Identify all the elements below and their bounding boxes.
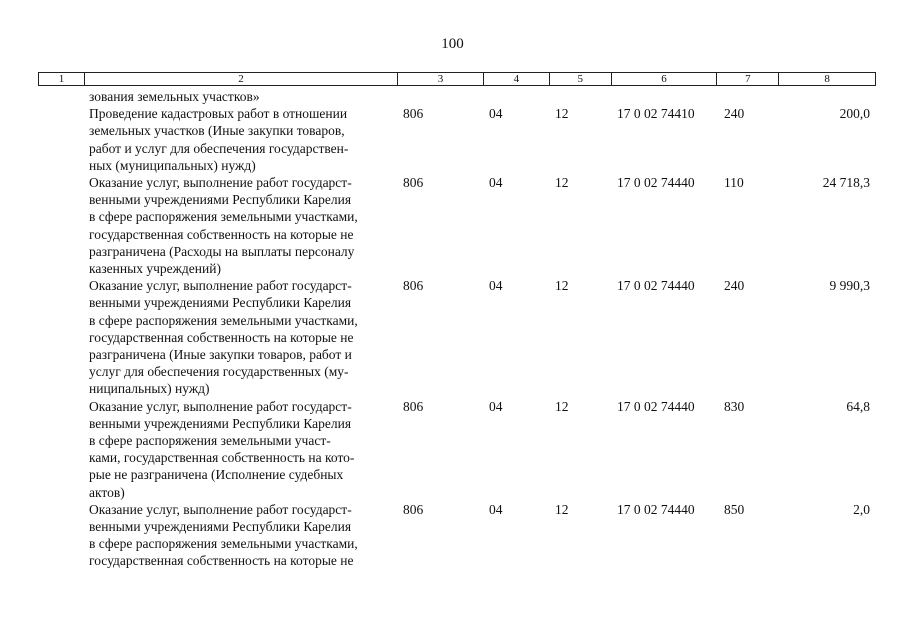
description-line: Оказание услуг, выполнение работ государст- xyxy=(89,175,352,191)
target-article-cell: 17 0 02 74440 xyxy=(617,501,695,517)
column-header-5: 5 xyxy=(550,73,612,85)
description-line: Проведение кадастровых работ в отношении xyxy=(89,106,348,122)
expense-type-cell: 240 xyxy=(724,278,745,294)
description-cell xyxy=(84,105,398,174)
admin-code-cell: 806 xyxy=(403,278,424,294)
amount-cell: 64,8 xyxy=(846,398,870,414)
description-line: в сфере распоряжения земельными участками, xyxy=(89,312,358,328)
section-cell: 04 xyxy=(489,278,503,294)
subsection-cell: 12 xyxy=(555,106,569,122)
expense-type-cell: 830 xyxy=(724,398,745,414)
description-line: в сфере распоряжения земельными участками, xyxy=(89,209,358,225)
admin-code-cell: 806 xyxy=(403,175,424,191)
description-line: работ и услуг для обеспечения государствен- xyxy=(89,140,349,156)
admin-code-cell: 806 xyxy=(403,106,424,122)
description-line: услуг для обеспечения государственных (му- xyxy=(89,364,349,380)
column-header-6: 6 xyxy=(612,73,718,85)
amount-cell: 200,0 xyxy=(839,106,870,122)
expense-type-cell: 850 xyxy=(724,501,745,517)
description-line: венными учреждениями Республики Карелия xyxy=(89,415,352,431)
description-line: земельных участков (Иные закупки товаров, xyxy=(89,123,345,139)
subsection-cell: 12 xyxy=(555,278,569,294)
column-header-4: 4 xyxy=(484,73,550,85)
target-article-cell: 17 0 02 74440 xyxy=(617,175,695,191)
target-article-cell: 17 0 02 74440 xyxy=(617,278,695,294)
description-line: разграничена (Иные закупки товаров, работ и xyxy=(89,347,352,363)
description-line: государственная собственность на которые не xyxy=(89,553,354,569)
amount-cell: 24 718,3 xyxy=(822,175,870,191)
amount-cell: 2,0 xyxy=(853,501,870,517)
description-line: венными учреждениями Республики Карелия xyxy=(89,192,352,208)
column-header-1: 1 xyxy=(39,73,85,85)
admin-code-cell: 806 xyxy=(403,501,424,517)
table-row xyxy=(38,398,876,501)
column-header-7: 7 xyxy=(717,73,779,85)
description-cell xyxy=(84,174,398,277)
description-line: венными учреждениями Республики Карелия xyxy=(89,295,352,311)
description-line: в сфере распоряжения земельными участ- xyxy=(89,433,331,449)
table-row xyxy=(38,174,876,277)
column-header-8: 8 xyxy=(824,73,830,85)
target-article-cell: 17 0 02 74410 xyxy=(617,106,695,122)
amount-cell: 9 990,3 xyxy=(829,278,870,294)
subsection-cell: 12 xyxy=(555,175,569,191)
subsection-cell: 12 xyxy=(555,501,569,517)
description-line: государственная собственность на которые не xyxy=(89,226,354,242)
description-line: Оказание услуг, выполнение работ государст- xyxy=(89,398,352,414)
description-line: венными учреждениями Республики Карелия xyxy=(89,519,352,535)
section-cell: 04 xyxy=(489,106,503,122)
description-line: казенных учреждений) xyxy=(89,261,221,277)
section-cell: 04 xyxy=(489,501,503,517)
description-cell xyxy=(84,501,398,570)
description-line: ниципальных) нужд) xyxy=(89,381,210,397)
description-line: актов) xyxy=(89,484,125,500)
target-article-cell: 17 0 02 74440 xyxy=(617,398,695,414)
column-header-3: 3 xyxy=(398,73,484,85)
continuation-row xyxy=(38,88,876,105)
description-line: зования земельных участков» xyxy=(89,89,260,104)
description-line: ками, государственная собственность на кото- xyxy=(89,450,355,466)
description-line: рые не разграничена (Исполнение судебных xyxy=(89,467,344,483)
admin-code-cell: 806 xyxy=(403,398,424,414)
table-body xyxy=(38,88,876,570)
table-header-row xyxy=(38,72,876,86)
expense-type-cell: 110 xyxy=(724,175,744,191)
description-line: разграничена (Расходы на выплаты персоналу xyxy=(89,243,355,259)
description-line: государственная собственность на которые не xyxy=(89,329,354,345)
description-line: Оказание услуг, выполнение работ государст- xyxy=(89,278,352,294)
continuation-text xyxy=(84,88,398,105)
section-cell: 04 xyxy=(489,175,503,191)
column-header-2: 2 xyxy=(85,73,398,85)
description-line: ных (муниципальных) нужд) xyxy=(89,157,256,173)
description-cell xyxy=(84,398,398,501)
table-row xyxy=(38,501,876,570)
description-line: Оказание услуг, выполнение работ государст- xyxy=(89,501,352,517)
subsection-cell: 12 xyxy=(555,398,569,414)
table-row xyxy=(38,105,876,174)
description-cell xyxy=(84,277,398,397)
table-row xyxy=(38,277,876,397)
description-line: в сфере распоряжения земельными участками, xyxy=(89,536,358,552)
section-cell: 04 xyxy=(489,398,503,414)
expense-type-cell: 240 xyxy=(724,106,745,122)
page-number: 100 xyxy=(441,36,464,52)
